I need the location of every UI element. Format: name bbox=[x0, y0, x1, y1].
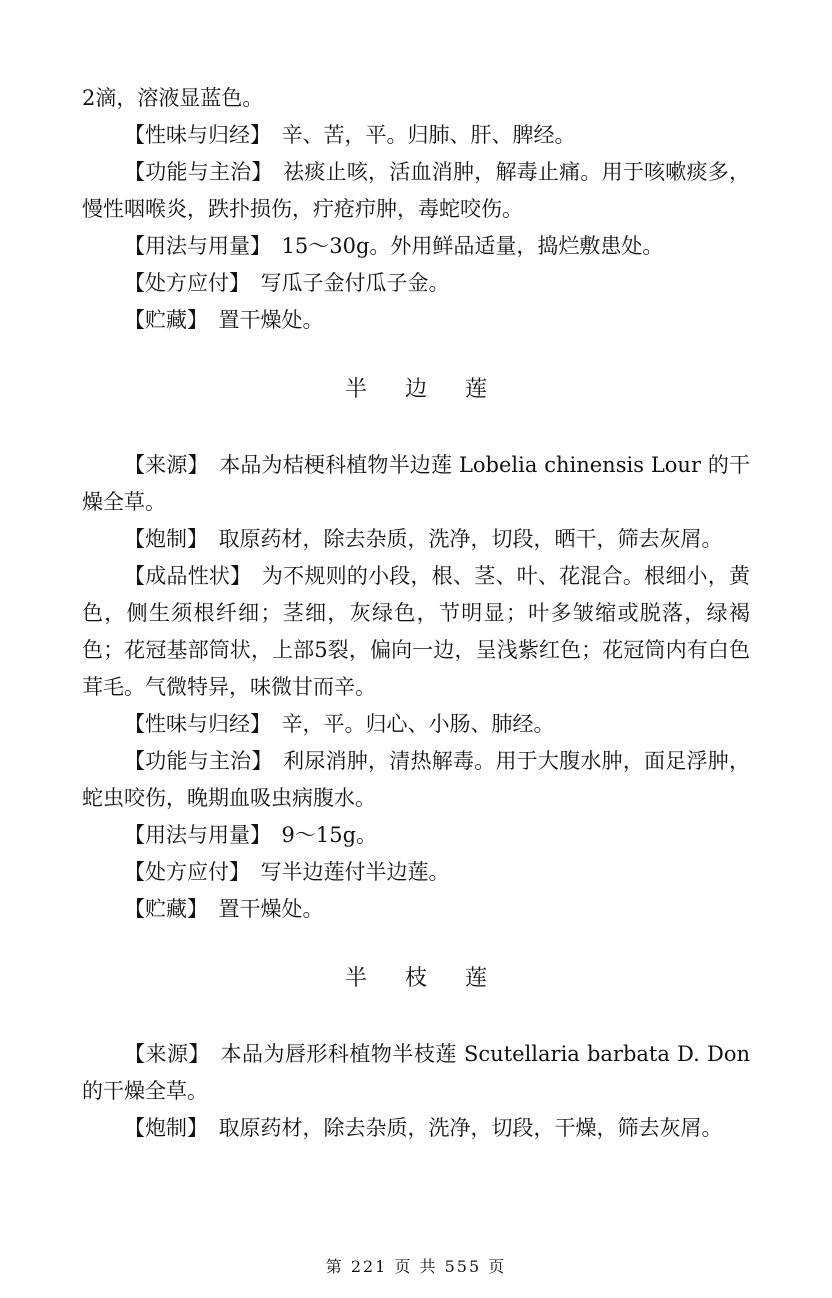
paragraph-storage bbox=[82, 302, 750, 339]
section-label: 【贮藏】 bbox=[124, 308, 208, 332]
paragraph-text: 取原药材，除去杂质，洗净，切段，干燥，筛去灰屑。 bbox=[218, 1116, 723, 1140]
paragraph-flavor bbox=[82, 706, 750, 743]
paragraph-processing bbox=[82, 521, 750, 558]
entry-title: 半枝莲 bbox=[344, 966, 525, 991]
paragraph-prescription bbox=[82, 854, 750, 891]
entry-banzhilian bbox=[82, 964, 750, 1147]
page-footer: 第 221 页 共 555 页 bbox=[325, 1257, 507, 1276]
paragraph-function bbox=[82, 743, 750, 817]
section-label: 【用法与用量】 bbox=[124, 234, 271, 258]
section-label: 【炮制】 bbox=[124, 527, 208, 551]
paragraph-flavor bbox=[82, 117, 750, 154]
paragraph-text: 写瓜子金付瓜子金。 bbox=[260, 271, 450, 295]
section-label: 【处方应付】 bbox=[124, 271, 250, 295]
paragraph-function bbox=[82, 154, 750, 228]
paragraph-source bbox=[82, 447, 750, 521]
paragraph-text: 辛、苦，平。归肺、肝、脾经。 bbox=[281, 123, 576, 147]
paragraph-text: 祛痰止咳，活血消肿，解毒止痛。用于咳嗽痰多，慢性咽喉炎，跌扑损伤，疔疮疖肿，毒蛇咬伤。 bbox=[82, 160, 750, 221]
entry-title: 半边莲 bbox=[344, 377, 525, 402]
section-label: 【贮藏】 bbox=[124, 897, 208, 921]
section-label: 【炮制】 bbox=[124, 1116, 208, 1140]
paragraph-text: 取原药材，除去杂质，洗净，切段，晒干，筛去灰屑。 bbox=[218, 527, 723, 551]
section-label: 【用法与用量】 bbox=[124, 823, 271, 847]
paragraph-source bbox=[82, 1036, 750, 1110]
paragraph-text: 辛，平。归心、小肠、肺经。 bbox=[281, 712, 555, 736]
section-label: 【处方应付】 bbox=[124, 860, 250, 884]
section-label: 【来源】 bbox=[124, 453, 209, 477]
paragraph-text: 为不规则的小段，根、茎、叶、花混合。根细小，黄色，侧生须根纤细；茎细，灰绿色，节明显；叶多皱缩或脱落，绿褐色；花冠基部筒状，上部5裂，偏向一边，呈浅紫红色；花冠筒内有白色茸毛。气微特异，味微甘而辛。 bbox=[82, 564, 751, 699]
section-label: 【功能与主治】 bbox=[124, 160, 273, 184]
section-label: 【性味与归经】 bbox=[124, 712, 271, 736]
section-label: 【功能与主治】 bbox=[124, 749, 273, 773]
paragraph-text: 15～30g。外用鲜品适量，捣烂敷患处。 bbox=[281, 234, 664, 258]
previous-entry bbox=[82, 80, 750, 339]
paragraph-dosage bbox=[82, 817, 750, 854]
section-label: 【成品性状】 bbox=[124, 564, 252, 588]
paragraph-dosage bbox=[82, 228, 750, 265]
paragraph-text: 本品为唇形科植物半枝莲 Scutellaria barbata D. Don 的干燥全草。 bbox=[82, 1042, 750, 1103]
section-label: 【来源】 bbox=[124, 1042, 210, 1066]
paragraph-text: 2滴，溶液显蓝色。 bbox=[82, 86, 264, 110]
entry-banbianlian bbox=[82, 375, 750, 928]
section-label: 【性味与归经】 bbox=[124, 123, 271, 147]
paragraph-text: 9～15g。 bbox=[281, 823, 378, 847]
paragraph bbox=[82, 80, 750, 117]
paragraph-storage bbox=[82, 891, 750, 928]
paragraph-characteristics bbox=[82, 558, 750, 706]
paragraph-text: 置干燥处。 bbox=[218, 897, 324, 921]
paragraph-prescription bbox=[82, 265, 750, 302]
paragraph-text: 利尿消肿，清热解毒。用于大腹水肿，面足浮肿，蛇虫咬伤，晚期血吸虫病腹水。 bbox=[82, 749, 750, 810]
paragraph-processing bbox=[82, 1110, 750, 1147]
paragraph-text: 写半边莲付半边莲。 bbox=[260, 860, 450, 884]
paragraph-text: 置干燥处。 bbox=[218, 308, 324, 332]
document-page bbox=[82, 80, 750, 1147]
paragraph-text: 本品为桔梗科植物半边莲 Lobelia chinensis Lour 的干燥全草。 bbox=[82, 453, 751, 514]
